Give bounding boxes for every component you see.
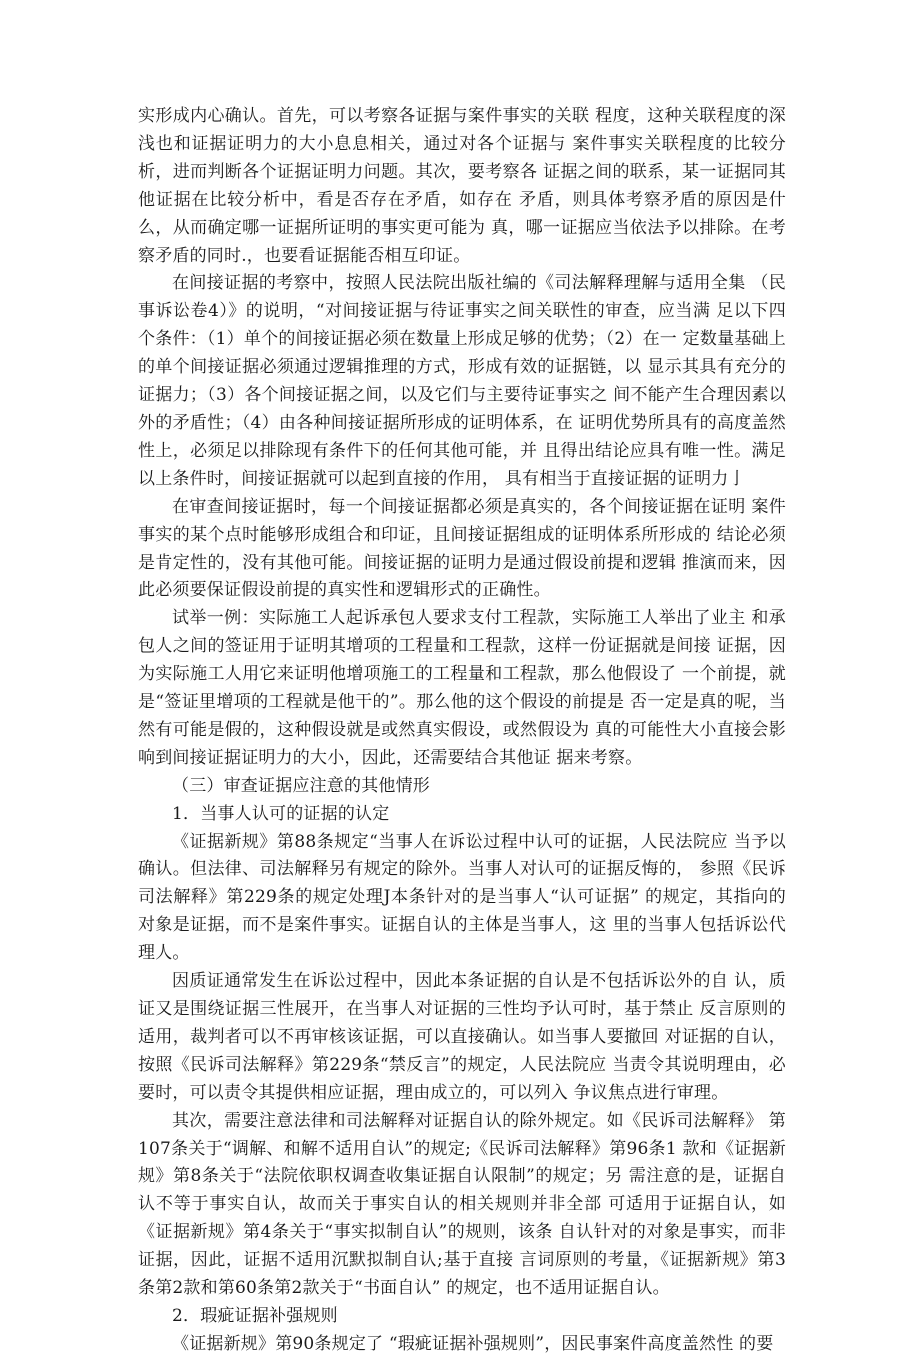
paragraph-article-88: 《证据新规》第88条规定“当事人在诉讼过程中认可的证据，人民法院应 当予以确认。但法律、司法解释另有规定的除外。当事人对认可的证据反悔的， 参照《民诉司法解释》第229条的规定处理J本条针对的是当事人“认可证据” 的规定，其指向的对象是证据，而不是案件事实。证据自认的主体是当事人，这 里的当事人包括诉讼代理人。 — [138, 831, 786, 964]
paragraph-cross-examination: 因质证通常发生在诉讼过程中，因此本条证据的自认是不包括诉讼外的自 认，质证又是围绕证据三性展开，在当事人对证据的三性均予认可时，基于禁止 反言原则的适用，裁判者可以不再审核该证据，可以直接确认。如当事人要撤回 对证据的自认，按照《民诉司法解释》第229条“禁反言”的规定，人民法院应 当责令其说明理由，必要时，可以责令其提供相应证据，理由成立的，可以列入 争议焦点进行审理。 — [138, 971, 786, 1103]
paragraph-indirect-evidence-conditions: 在间接证据的考察中，按照人民法院出版社编的《司法解释理解与适用全集 （民事诉讼卷4）》的说明，“对间接证据与待证事实之间关联性的审查，应当满 足以下四个条件：（1）单个的间接证据必须在数量上形成足够的优势；（2）在一 定数量基础上的单个间接证据必须通过逻辑推理的方式，形成有效的证据链，以 显示其具有充分的证据力；（3）各个间接证据之间，以及它们与主要待证事实之 间不能产生合理因素以外的矛盾性；（4）由各种间接证据所形成的证明体系，在 证明优势所具有的高度盖然性上，必须足以排除现有条件下的任何其他可能，并 且得出结论应具有唯一性。满足以上条件时，间接证据就可以起到直接的作用， 具有相当于直接证据的证明力亅 — [138, 273, 786, 489]
section-heading: （三）审查证据应注意的其他情形 — [172, 775, 430, 796]
paragraph-example: 试举一例：实际施工人起诉承包人要求支付工程款，实际施工人举出了业主 和承包人之间的签证用于证明其增项的工程量和工程款，这样一份证据就是间接 证据，因为实际施工人用它来证明他增项施工的工程量和工程款，那么他假设了 一个前提，就是“签证里增项的工程就是他干的”。那么他的这个假设的前提是 否一定是真的呢，当然有可能是假的，这种假设就是或然真实假设，或然假设为 真的可能性大小直接会影响到间接证据证明力的大小，因此，还需要结合其他证 据来考察。 — [138, 608, 786, 768]
sub-heading-admitted-evidence: 1．当事人认可的证据的认定 — [172, 803, 390, 824]
document-page — [138, 103, 786, 1359]
paragraph-article-90: 《证据新规》第90条规定了 “瑕疵证据补强规则”，因民事案件高度盖然性 的要 — [172, 1333, 774, 1354]
paragraph-continued: 实形成内心确认。首先，可以考察各证据与案件事实的关联 程度，这种关联程度的深浅也和证据证明力的大小息息相关，通过对各个证据与 案件事实关联程度的比较分析，进而判断各个证据证明力问题。其次，要考察各 证据之间的联系，某一证据同其他证据在比较分析中，看是否存在矛盾，如存在 矛盾，则具体考察矛盾的原因是什么，从而确定哪一证据所证明的事实更可能为 真，哪一证据应当依法予以排除。在考察矛盾的同时.，也要看证据能否相互印证。 — [138, 106, 786, 266]
paragraph-exceptions: 其次，需要注意法律和司法解释对证据自认的除外规定。如《民诉司法解释》 第107条关于“调解、和解不适用自认”的规定;《民诉司法解释》第96条1 款和《证据新规》第8条关于“法院依职权调查收集证据自认限制”的规定；另 需注意的是，证据自认不等于事实自认，故而关于事实自认的相关规则并非全部 可适用于证据自认，如《证据新规》第4条关于“事实拟制自认”的规则，该条 自认针对的对象是事实，而非证据，因此，证据不适用沉默拟制自认;基于直接 言词原则的考量，《证据新规》第3条第2款和第60条第2款关于“书面自认” 的规定，也不适用证据自认。 — [138, 1110, 786, 1299]
sub-heading-defective-evidence: 2．瑕疵证据补强规则 — [172, 1305, 338, 1326]
paragraph-indirect-evidence-review: 在审查间接证据时，每一个间接证据都必须是真实的，各个间接证据在证明 案件事实的某个点时能够形成组合和印证，且间接证据组成的证明体系所形成的 结论必须是肯定性的，没有其他可能。间接证据的证明力是通过假设前提和逻辑 推演而来，因此必须要保证假设前提的真实性和逻辑形式的正确性。 — [138, 496, 786, 601]
